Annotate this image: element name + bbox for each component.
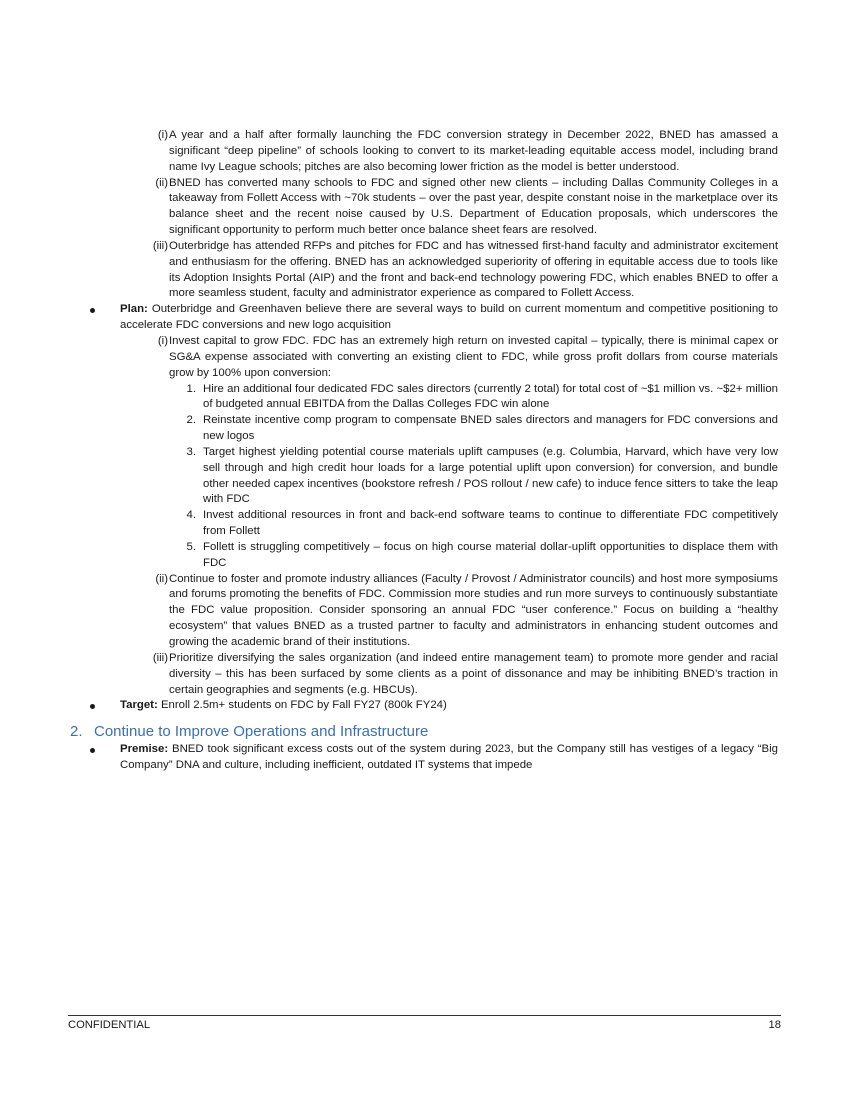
list-marker: (iii): [152, 239, 168, 252]
paragraph-text: Reinstate incentive comp program to compensate BNED sales directors and managers for FDC conversions and new logos: [203, 414, 778, 443]
list-marker: 5.: [186, 540, 196, 553]
numbered-item-2: [90, 413, 778, 445]
list-marker: (i): [157, 334, 168, 347]
target-bullet: [90, 698, 778, 714]
list-marker: (ii): [155, 176, 168, 189]
bullet-dot: [90, 308, 95, 313]
paragraph-text: BNED has converted many schools to FDC and signed other new clients – including Dallas Community Colleges in a takeaway from Follett Access with ~70k students – over the past year, despite constant noise in the marketplace over its balance sheet and the recent noise caused by U.S. Department of Education proposals, which underscores the significant opportunity to perform much better once balance sheet fears are resolved.: [169, 176, 778, 237]
paragraph-text: Prioritize diversifying the sales organization (and indeed entire management team) to promote more gender and racial diversity – this has been surfaced by some clients as a point of dissonance and may be inhibiting BNED’s traction in certain geographies and segments (e.g. HBCUs).: [169, 651, 778, 696]
plan-text: Outerbridge and Greenhaven believe there are several ways to build on current momentum and competitive positioning to accelerate FDC conversions and new logo acquisition: [120, 303, 778, 332]
section-heading: [70, 722, 778, 742]
list-marker: 1.: [186, 382, 196, 395]
paragraph-text: Target highest yielding potential course materials uplift campuses (e.g. Columbia, Harvard, which have very low sell through and high credit hour loads for a large potential uplift upon conversion) for conversion, and bundle other needed capex incentives (bookstore refresh / POS rollout / new cafe) to induce fence sitters to take the leap with FDC: [203, 445, 778, 506]
numbered-item-1: [90, 382, 778, 414]
plan-point-2: [90, 572, 778, 651]
premise-text: BNED took significant excess costs out of the system during 2023, but the Company still has vestiges of a legacy “Big Company” DNA and culture, including inefficient, outdated IT systems that impede: [120, 743, 778, 772]
bullet-dot: [90, 748, 95, 753]
confidential-label: CONFIDENTIAL: [68, 1019, 151, 1031]
premise-point-1: [90, 128, 778, 176]
paragraph-text: Invest additional resources in front and back-end software teams to continue to differentiate FDC competitively from Follett: [203, 509, 778, 538]
paragraph-text: Continue to foster and promote industry alliances (Faculty / Provost / Administrator councils) and host more symposiums and forums promoting the benefits of FDC. Commission more studies and run more surveys to continuously substantiate the FDC value proposition. Consider sponsoring an annual FDC “user conference.” Focus on building a “healthy ecosystem” that values BNED as a trusted partner to faculty and administrators in enhancing student outcomes and growing the academic brand of their institutions.: [169, 572, 778, 648]
plan-label: Plan:: [120, 303, 148, 316]
list-marker: 3.: [186, 445, 196, 458]
bullet-dot: [90, 704, 95, 709]
premise-point-3: [90, 239, 778, 302]
premise-point-2: [90, 176, 778, 239]
section-number: 2.: [70, 723, 83, 741]
page-footer: [68, 1015, 781, 1031]
premise-label: Premise:: [120, 743, 169, 756]
list-marker: (iii): [152, 651, 168, 664]
list-marker: 2.: [186, 414, 196, 427]
plan-point-3: [90, 651, 778, 699]
section-title: Continue to Improve Operations and Infrastructure: [94, 723, 429, 741]
plan-point-1: [90, 334, 778, 382]
target-text: Enroll 2.5m+ students on FDC by Fall FY27 (800k FY24): [160, 699, 447, 712]
paragraph-text: Outerbridge has attended RFPs and pitches for FDC and has witnessed first-hand faculty and administrator excitement and enthusiasm for the offering. BNED has an acknowledged superiority of offering in equitable access due to tools like its Adoption Insights Portal (AIP) and the front and back-end technology powering FDC, which enables BNED to offer a more seamless student, faculty and administrator experience as compared to Follett Access.: [169, 239, 778, 300]
page-number: 18: [768, 1019, 781, 1031]
numbered-item-3: [90, 445, 778, 508]
target-label: Target:: [120, 699, 158, 712]
plan-bullet: [90, 302, 778, 334]
paragraph-text: Follett is struggling competitively – focus on high course material dollar-uplift opportunities to displace them with FDC: [203, 540, 778, 569]
paragraph-text: Hire an additional four dedicated FDC sales directors (currently 2 total) for total cost of ~$1 million vs. ~$2+ million of budgeted annual EBITDA from the Dallas Colleges FDC win alone: [203, 382, 778, 411]
page-body: [70, 128, 778, 774]
numbered-item-4: [90, 508, 778, 540]
numbered-item-5: [90, 540, 778, 572]
paragraph-text: A year and a half after formally launching the FDC conversion strategy in December 2022, BNED has amassed a significant “deep pipeline” of schools looking to convert to its market-leading equitable access model, including brand name Ivy League schools; pitches are also becoming lower friction as the model is better understood.: [169, 129, 778, 173]
list-marker: (ii): [155, 572, 168, 585]
list-marker: 4.: [186, 509, 196, 522]
premise-bullet: [90, 742, 778, 774]
list-marker: (i): [157, 129, 168, 141]
paragraph-text: Invest capital to grow FDC. FDC has an extremely high return on invested capital – typically, there is minimal capex or SG&A expense associated with converting an existing client to FDC, while gross profit dollars from course materials grow by 100% upon conversion:: [169, 334, 778, 379]
